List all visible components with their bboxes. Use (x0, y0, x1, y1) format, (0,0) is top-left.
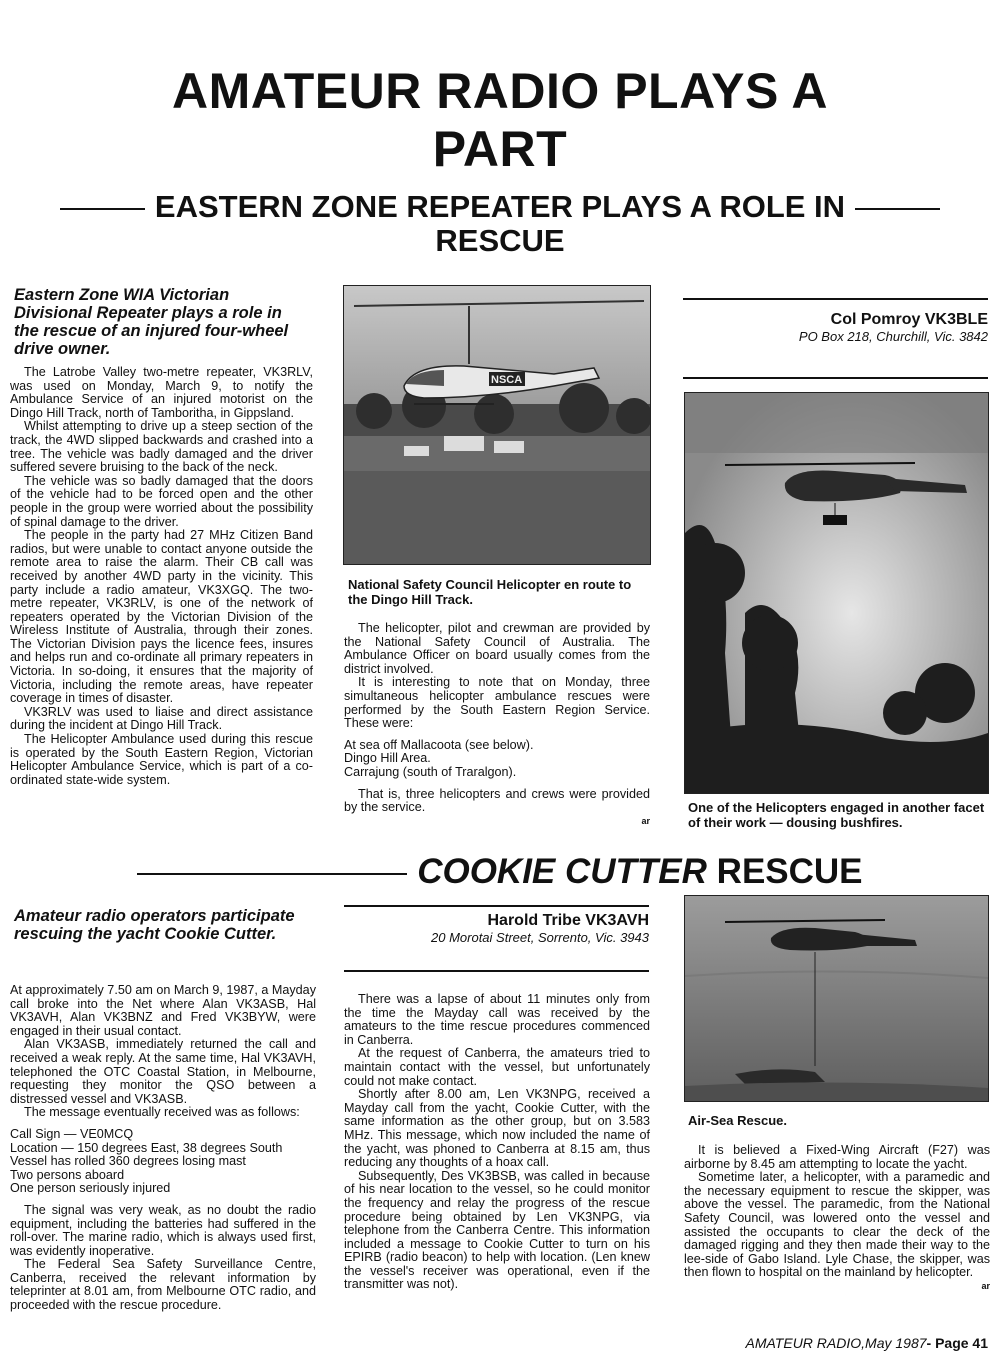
list-item: At sea off Mallacoota (see below). (344, 737, 534, 752)
author-address: 20 Morotai Street, Sorrento, Vic. 3943 (431, 930, 649, 945)
paragraph: Whilst attempting to drive up a steep section of the track, the 4WD slipped backwards and crashed into a tree. The vehicle was badly damaged and the driver suffered severe bruising to the back of the neck. (10, 419, 313, 475)
article2-title (0, 852, 1000, 892)
subheadline-line1: EASTERN ZONE REPEATER PLAYS A ROLE IN (154, 189, 846, 224)
air-sea-rescue-image (685, 896, 988, 1101)
message-line: One person seriously injured (10, 1181, 171, 1196)
article2-column1 (10, 984, 316, 1313)
footer-issue: May 1987 (865, 1335, 927, 1351)
subheadline-rule-left (60, 208, 145, 210)
article2-title-italic: COOKIE CUTTER (417, 852, 707, 891)
photo1-caption: National Safety Council Helicopter en route to the Dingo Hill Track. (348, 577, 632, 607)
paragraph: The signal was very weak, as no doubt the radio equipment, including the batteries had suffered in the roll-over. The marine radio, which is always used first, was evidently inoperative. (10, 1202, 316, 1258)
subheadline-rule-right (855, 208, 940, 210)
paragraph: At approximately 7.50 am on March 9, 1987, a Mayday call broke into the Net where Alan VK3ASB, Hal VK3AVH, Alan VK3BNZ and Fred VK3BYW, were engaged in their usual contact. (10, 983, 316, 1038)
end-mark: ar (641, 815, 650, 826)
page-footer (746, 1335, 989, 1351)
message-line: Call Sign — VE0MCQ (10, 1126, 134, 1141)
paragraph: Alan VK3ASB, immediately returned the call and received a weak reply. At the same time, Hal VK3AVH, telephoned the OTC Coastal Station, in Melbourne, requesting they monitor the QSO between a distressed vessel and VK3ASB. (10, 1037, 316, 1106)
footer-page: - Page 41 (926, 1335, 988, 1351)
paragraph: Sometime later, a helicopter, with a paramedic and the necessary equipment to rescue the skipper, was above the vessel. The paramedic, from the National Safety Council, was lowered onto the vessel and assisted the occupants to clear the deck of the damaged rigging and they then made their way to the lee-side of Gabo Island. Lyle Chase, the skipper, was then flown to hospital on the mainland by helicopter. (684, 1170, 990, 1280)
paragraph: It is interesting to note that on Monday, three simultaneous helicopter ambulance rescues were performed by the South Eastern Region Service. These were: (344, 675, 650, 731)
paragraph: There was a lapse of about 11 minutes only from the time the Mayday call was received by the amateurs to the time rescue procedures commenced in Canberra. (344, 992, 650, 1047)
helicopter-en-route-photo (343, 285, 651, 565)
air-sea-rescue-photo (684, 895, 989, 1102)
paragraph: The vehicle was so badly damaged that the doors of the vehicle had to be forced open and the other people in the group were worried about the possibility of spinal damage to the driver. (10, 473, 313, 529)
subheadline-line2: RESCUE (435, 223, 565, 258)
page-title-line1: AMATEUR RADIO PLAYS A (172, 63, 828, 119)
paragraph: It is believed a Fixed-Wing Aircraft (F27) was airborne by 8.45 am attempting to locate the yacht. (684, 1143, 990, 1171)
paragraph: Shortly after 8.00 am, Len VK3NPG, received a Mayday call from the yacht, Cookie Cutter, with the same information as the other group, but on 3.583 MHz. This message, which now included the name of the yacht, was phoned to Canberra at 8.15 am, thus reducing any thoughts of a hoax call. (344, 1087, 650, 1170)
message-line: Vessel has rolled 360 degrees losing mast (10, 1154, 246, 1169)
author-rule-top (683, 298, 988, 300)
paragraph: The message eventually received was as follows: (24, 1105, 300, 1120)
article2-lead: Amateur radio operators participate rescuing the yacht Cookie Cutter. (14, 907, 295, 943)
paragraph: At the request of Canberra, the amateurs tried to maintain contact with the vessel, but unfortunately could not make contact. (344, 1046, 650, 1088)
author-rule-bottom (683, 377, 988, 379)
paragraph: The Federal Sea Safety Surveillance Centre, Canberra, received the relevant information by teleprinter at 8.01 am, from Melbourne OTC radio, and proceeded with the rescue procedure. (10, 1257, 316, 1313)
article2-author (344, 912, 649, 945)
helicopter-marking: NSCA (491, 374, 523, 386)
page-title-line2: PART (432, 121, 568, 177)
photo3-caption: Air-Sea Rescue. (688, 1113, 787, 1128)
list-item: Dingo Hill Area. (344, 751, 431, 766)
article1-column2 (344, 622, 650, 828)
end-mark: ar (981, 1280, 990, 1291)
article2-column3 (684, 1144, 990, 1294)
author-name: Col Pomroy VK3BLE (830, 311, 988, 328)
paragraph: The people in the party had 27 MHz Citizen Band radios, but were unable to contact anyone outside the remote area to raise the alarm. Their CB call was received by another 4WD party in the vicinity. This party include a radio amateur, VK3XGQ. The two-metre repeater, VK3RLV, is one of the network of repeaters operated by the Victorian Division of the Wireless Institute of Australia, through their zones. The Victorian Division pays the licence fees, insures and helps run and co-ordinate all primary repeaters in Victoria. In so-doing, it ensures that the majority of Victoria, including the remote areas, have repeater coverage in times of disaster. (10, 528, 313, 706)
article1-column1 (10, 366, 313, 787)
paragraph: That is, three helicopters and crews were provided by the service. (344, 786, 650, 815)
bushfire-helicopter-photo (684, 392, 989, 794)
author-name: Harold Tribe VK3AVH (487, 912, 649, 929)
article2-column2 (344, 993, 650, 1292)
author2-rule-top (344, 905, 649, 907)
title-rule-left (137, 873, 407, 875)
author-address: PO Box 218, Churchill, Vic. 3842 (798, 329, 988, 344)
paragraph: The helicopter, pilot and crewman are provided by the National Safety Council of Australia. The Ambulance Officer on board usually comes from the district involved. (344, 621, 650, 676)
article2-title-rest: RESCUE (706, 852, 863, 891)
message-line: Two persons aboard (10, 1167, 125, 1182)
helicopter-en-route-image (344, 286, 650, 564)
photo2-caption: One of the Helicopters engaged in another facet of their work — dousing bushfires. (688, 800, 985, 830)
bushfire-helicopter-image (685, 393, 988, 793)
message-line: Location — 150 degrees East, 38 degrees South (10, 1140, 283, 1155)
paragraph: The Latrobe Valley two-metre repeater, VK3RLV, was used on Monday, March 9, to notify the Ambulance Service of an injured motorist on the Dingo Hill Track, north of Tamboritha, in Gippsland. (10, 365, 313, 420)
page-title (60, 62, 940, 178)
article1-lead: Eastern Zone WIA Victorian Divisional Repeater plays a role in the rescue of an injured four-wheel drive owner. (14, 286, 289, 358)
paragraph: The Helicopter Ambulance used during this rescue is operated by the South Eastern Region, Victorian Helicopter Ambulance Service, which is part of a co-ordinated state-wide system. (10, 732, 313, 787)
paragraph: VK3RLV was used to liaise and direct assistance during the incident at Dingo Hill Track. (10, 704, 313, 733)
paragraph: Subsequently, Des VK3BSB, was called in because of his near location to the vessel, so he could monitor the frequency and relay the progress of the rescue procedure being obtained by Len VK3NPG, via telephone from the Canberra Centre. This information included a message to Cookie Cutter to turn on his EPIRB (radio beacon) to help with location. (Len knew the vessel's receiver was operational, even if the transmitter was not). (344, 1168, 650, 1292)
author2-rule-bottom (344, 970, 649, 972)
subheadline (0, 190, 1000, 258)
article1-author (683, 311, 988, 344)
list-item: Carrajung (south of Traralgon). (344, 764, 517, 779)
footer-magazine: AMATEUR RADIO, (745, 1335, 866, 1351)
